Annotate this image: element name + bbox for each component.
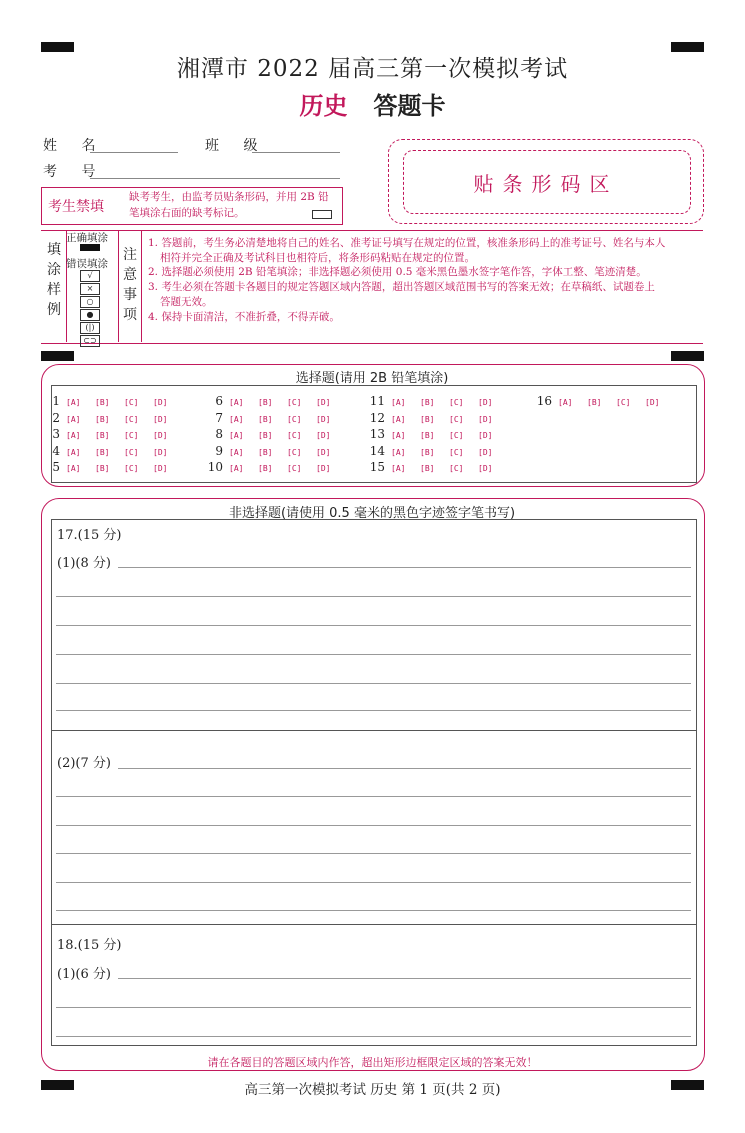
number-field[interactable] (90, 178, 340, 179)
mcq-option-11-A[interactable]: [A] (391, 398, 406, 407)
q17-part2-box (51, 730, 697, 925)
wrong-mark-bracket: ⊂⊃ (80, 335, 100, 347)
class-label: 班 级 (205, 138, 268, 154)
wrong-fill-samples (80, 270, 100, 347)
mcq-option-8-C[interactable]: [C] (287, 431, 302, 440)
notice-heading: 注意事项 (123, 247, 137, 323)
mcq-option-4-B[interactable]: [B] (95, 448, 110, 457)
mcq-option-13-C[interactable]: [C] (449, 431, 464, 440)
mcq-question-number: 10 (207, 460, 223, 474)
notice-item-1: 1. 答题前，考生务必清楚地将自己的姓名、准考证号填写在规定的位置，核准条形码上的准考证号、姓名与本人 (148, 237, 666, 249)
mcq-question-number: 7 (215, 411, 223, 425)
mcq-question-5 (40, 460, 182, 474)
mcq-option-15-D[interactable]: [D] (478, 464, 493, 473)
class-field[interactable] (252, 152, 340, 153)
page-footer: 高三第一次模拟考试 历史 第 1 页(共 2 页) (244, 1082, 501, 1098)
mcq-option-14-B[interactable]: [B] (420, 448, 435, 457)
mcq-option-14-A[interactable]: [A] (391, 448, 406, 457)
mcq-option-16-B[interactable]: [B] (587, 398, 602, 407)
notice-item-2: 2. 选择题必须使用 2B 铅笔填涂；非选择题必须使用 0.5 毫米黑色墨水签字笔作答，字体工整、笔迹清楚。 (148, 266, 647, 279)
mcq-option-10-B[interactable]: [B] (258, 464, 273, 473)
boundary-warning: 请在各题目的答题区域内作答，超出矩形边框限定区域的答案无效！ (207, 1056, 538, 1069)
mcq-question-13 (365, 427, 507, 441)
writing-line[interactable] (56, 710, 691, 711)
mcq-question-number: 9 (215, 444, 223, 458)
mcq-option-11-B[interactable]: [B] (420, 398, 435, 407)
q18-box (51, 925, 697, 1046)
mcq-option-11-C[interactable]: [C] (449, 398, 464, 407)
mcq-question-14 (365, 444, 507, 458)
mcq-option-15-A[interactable]: [A] (391, 464, 406, 473)
mcq-option-1-A[interactable]: [A] (66, 398, 81, 407)
mcq-question-number: 11 (369, 394, 385, 408)
fill-example-heading: 填涂样例 (47, 242, 61, 318)
mcq-option-10-D[interactable]: [D] (316, 464, 331, 473)
mcq-option-7-B[interactable]: [B] (258, 415, 273, 424)
writing-line[interactable] (56, 625, 691, 626)
notice-item-4: 4. 保持卡面清洁，不准折叠，不得弄破。 (148, 310, 340, 323)
free-response-heading: 非选择题(请使用 0.5 毫米的黑色字迹签字笔书写) (228, 506, 516, 521)
mcq-option-4-C[interactable]: [C] (124, 448, 139, 457)
mcq-question-number: 8 (215, 427, 223, 441)
mcq-option-6-B[interactable]: [B] (258, 398, 273, 407)
q18-label: 18.(15 分) (57, 938, 122, 953)
subject-name: 历史 (299, 91, 348, 120)
wrong-mark-check: √ (80, 270, 100, 282)
mcq-question-11 (365, 394, 507, 408)
mcq-option-3-C[interactable]: [C] (124, 431, 139, 440)
wrong-mark-circle: ○ (80, 296, 100, 308)
writing-line[interactable] (56, 1036, 691, 1037)
mcq-question-8 (203, 427, 345, 441)
registration-mark-mid-right (671, 351, 704, 361)
writing-line[interactable] (56, 910, 691, 911)
mcq-question-number: 12 (369, 411, 385, 425)
writing-line[interactable] (56, 882, 691, 883)
mcq-option-10-A[interactable]: [A] (229, 464, 244, 473)
card-name: 答题卡 (373, 91, 446, 120)
mcq-question-12 (365, 411, 507, 425)
mcq-question-16 (532, 394, 674, 408)
mcq-option-5-C[interactable]: [C] (124, 464, 139, 473)
exam-title: 湘潭市 2022 届高三第一次模拟考试 (176, 56, 569, 82)
mcq-option-6-C[interactable]: [C] (287, 398, 302, 407)
mcq-option-1-C[interactable]: [C] (124, 398, 139, 407)
mcq-question-number: 6 (215, 394, 223, 408)
mcq-question-number: 3 (52, 427, 60, 441)
wrong-mark-line: (|) (80, 322, 100, 334)
writing-line[interactable] (56, 796, 691, 797)
notice-list (148, 236, 703, 324)
card-title (0, 86, 745, 121)
mcq-option-4-D[interactable]: [D] (153, 448, 168, 457)
mcq-option-9-A[interactable]: [A] (229, 448, 244, 457)
notice-item-3: 3. 考生必须在答题卡各题目的规定答题区域内答题，超出答题区域范围书写的答案无效；在草稿纸、试题卷上 (148, 281, 655, 294)
registration-mark-mid-left (41, 351, 74, 361)
mcq-option-3-B[interactable]: [B] (95, 431, 110, 440)
wrong-fill-label: 错误填涂 (66, 258, 108, 270)
mcq-option-14-C[interactable]: [C] (449, 448, 464, 457)
notice-item-1-cont: 相符并完全正确及考试科目也相符后，将条形码粘贴在规定的位置。 (160, 251, 475, 264)
mcq-question-9 (203, 444, 345, 458)
writing-line[interactable] (56, 596, 691, 597)
mcq-question-15 (365, 460, 507, 474)
q17-label: 17.(15 分) (57, 528, 122, 543)
mcq-question-number: 4 (52, 444, 60, 458)
mcq-option-14-D[interactable]: [D] (478, 448, 493, 457)
mcq-option-9-C[interactable]: [C] (287, 448, 302, 457)
mcq-option-7-D[interactable]: [D] (316, 415, 331, 424)
writing-line[interactable] (118, 978, 691, 979)
mcq-option-9-B[interactable]: [B] (258, 448, 273, 457)
mcq-option-16-C[interactable]: [C] (616, 398, 631, 407)
mcq-option-1-D[interactable]: [D] (153, 398, 168, 407)
writing-line[interactable] (118, 768, 691, 769)
mcq-option-12-D[interactable]: [D] (478, 415, 493, 424)
mcq-option-15-C[interactable]: [C] (449, 464, 464, 473)
mcq-question-number: 13 (369, 427, 385, 441)
mcq-option-9-D[interactable]: [D] (316, 448, 331, 457)
mcq-option-3-A[interactable]: [A] (66, 431, 81, 440)
absent-checkbox[interactable] (312, 210, 332, 219)
mcq-heading: 选择题(请用 2B 铅笔填涂) (295, 371, 449, 386)
mcq-question-6 (203, 394, 345, 408)
mcq-option-5-D[interactable]: [D] (153, 464, 168, 473)
name-field[interactable] (90, 152, 178, 153)
writing-line[interactable] (56, 654, 691, 655)
mcq-option-8-B[interactable]: [B] (258, 431, 273, 440)
q18-part1-label: (1)(6 分) (57, 967, 111, 982)
writing-line[interactable] (56, 853, 691, 854)
mcq-question-number: 5 (52, 460, 60, 474)
mcq-option-3-D[interactable]: [D] (153, 431, 168, 440)
mcq-question-number: 1 (52, 394, 60, 408)
number-label: 考 号 (43, 164, 106, 180)
writing-line[interactable] (118, 567, 691, 568)
q17-part2-label: (2)(7 分) (57, 756, 111, 771)
mcq-option-7-A[interactable]: [A] (229, 415, 244, 424)
mcq-option-6-A[interactable]: [A] (229, 398, 244, 407)
writing-line[interactable] (56, 683, 691, 684)
mcq-option-13-D[interactable]: [D] (478, 431, 493, 440)
mcq-question-1 (40, 394, 182, 408)
name-label: 姓 名 (43, 138, 106, 154)
mcq-option-16-D[interactable]: [D] (645, 398, 660, 407)
wrong-mark-dot: ● (80, 309, 100, 321)
notice-item-3-cont: 答题无效。 (160, 295, 213, 308)
mcq-question-3 (40, 427, 182, 441)
correct-fill-sample (80, 244, 100, 251)
mcq-question-number: 2 (52, 411, 60, 425)
mcq-question-10 (203, 460, 345, 474)
mcq-option-2-D[interactable]: [D] (153, 415, 168, 424)
mcq-question-4 (40, 444, 182, 458)
mcq-option-2-A[interactable]: [A] (66, 415, 81, 424)
mcq-option-2-B[interactable]: [B] (95, 415, 110, 424)
mcq-option-8-D[interactable]: [D] (316, 431, 331, 440)
mcq-option-6-D[interactable]: [D] (316, 398, 331, 407)
mcq-option-11-D[interactable]: [D] (478, 398, 493, 407)
mcq-option-2-C[interactable]: [C] (124, 415, 139, 424)
mcq-option-12-A[interactable]: [A] (391, 415, 406, 424)
mcq-option-12-B[interactable]: [B] (420, 415, 435, 424)
mcq-option-16-A[interactable]: [A] (558, 398, 573, 407)
writing-line[interactable] (56, 825, 691, 826)
mcq-question-number: 15 (369, 460, 385, 474)
mcq-question-7 (203, 411, 345, 425)
mcq-option-12-C[interactable]: [C] (449, 415, 464, 424)
mcq-option-4-A[interactable]: [A] (66, 448, 81, 457)
absent-title: 考生禁填 (48, 199, 104, 215)
writing-line[interactable] (56, 1007, 691, 1008)
q17-part1-label: (1)(8 分) (57, 556, 111, 571)
mcq-question-number: 14 (369, 444, 385, 458)
barcode-label: 贴条形码区 (473, 172, 619, 196)
mcq-option-1-B[interactable]: [B] (95, 398, 110, 407)
mcq-option-7-C[interactable]: [C] (287, 415, 302, 424)
mcq-option-10-C[interactable]: [C] (287, 464, 302, 473)
mcq-option-13-B[interactable]: [B] (420, 431, 435, 440)
mcq-option-13-A[interactable]: [A] (391, 431, 406, 440)
mcq-option-5-A[interactable]: [A] (66, 464, 81, 473)
notice-divider-2 (118, 230, 119, 342)
notice-divider-3 (141, 230, 142, 342)
mcq-option-5-B[interactable]: [B] (95, 464, 110, 473)
mcq-question-2 (40, 411, 182, 425)
mcq-option-8-A[interactable]: [A] (229, 431, 244, 440)
notice-divider-1 (66, 230, 67, 342)
absent-instruction: 缺考考生，由监考员贴条形码，并用 2B 铅笔填涂右面的缺考标记。 (129, 191, 329, 219)
mcq-question-number: 16 (536, 394, 552, 408)
correct-fill-label: 正确填涂 (66, 232, 108, 244)
mcq-option-15-B[interactable]: [B] (420, 464, 435, 473)
wrong-mark-cross: × (80, 283, 100, 295)
